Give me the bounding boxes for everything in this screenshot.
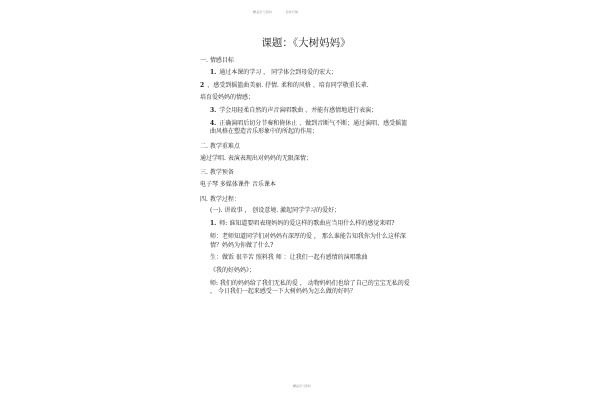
- section-heading-process: 四. 教学过程：: [200, 195, 240, 203]
- process-question-1: [200, 220, 412, 229]
- question-number: 1.: [210, 220, 217, 228]
- process-subheading: (一). 讲故事 ， 创设意境. 激起同学学习的爱好；: [210, 207, 341, 215]
- section-heading-goals: 一. 情感目标: [200, 57, 234, 65]
- student-line: 生：做饭 很辛苦 照料我 师 ：让我们一起有感情的演唱歌曲: [210, 254, 368, 262]
- goal-item-number: 2: [200, 81, 205, 89]
- header-left-label: 精品学习资料: [253, 10, 273, 14]
- section-heading-focus: 二. 教学重难点: [200, 143, 240, 151]
- page-footer: 精品学习资料: [293, 384, 312, 388]
- document-body: [200, 36, 412, 301]
- goal-item-text: 、感受到摇篮曲美丽. 抒情. 柔和的风格 、培育同学敬重长辈.: [207, 81, 369, 89]
- teacher-line-1: 师：老师知道同学们对妈妈有深厚的爱 ， 那么谁能告知我你为什么这样深情？妈妈为你做了什么?: [210, 232, 406, 249]
- goal-item-text: 学会用轻柔自然的声音演唱歌曲 、并能有感情地进行表演；: [219, 106, 378, 114]
- prep-text: 电子琴 多媒体课件 音乐课本: [200, 181, 276, 189]
- goal-item-text: 培育爱妈妈的情感；: [200, 94, 255, 102]
- teacher-line-2: 师: 我们的妈妈给了我们无私的爱 ， 动物妈妈们也给了自己的宝宝无私的爱 ， 今日我们一起来感受一下大树妈妈为怎么做的好吗？: [210, 279, 410, 296]
- goal-item-3: [200, 107, 412, 116]
- goal-item-number: 3.: [210, 106, 217, 114]
- goal-item-text: 通过本课的学习 ， 同学体会到母爱的宏大；: [219, 68, 338, 76]
- page-title: 课题：《大树妈妈》: [261, 37, 351, 49]
- goal-item-number: 1.: [210, 68, 217, 76]
- goal-item-2-cont: [200, 94, 412, 103]
- section-heading-prep: 三. 教学预备: [200, 169, 234, 177]
- question-text: 师: 谁知道要唱表现妈妈的爱这样的歌曲应当用什么样的感觉来唱?: [219, 220, 395, 228]
- goal-item-4: [200, 120, 412, 137]
- song-title-line: 《我的好妈妈》；: [210, 266, 256, 274]
- goal-item-text: 正确演唱后切分节奏和倚休止 、做到音断气不断；通过演唱、感受摇篮曲风格在塑造音乐形象中的所起的作用；: [210, 119, 408, 136]
- focus-text: 通过学唱. 表演表现出对妈妈的无限深情；: [200, 154, 312, 162]
- header-right-label: 名师归纳: [285, 10, 299, 14]
- goal-item-1: [200, 69, 412, 78]
- goal-item-number: 4.: [210, 119, 217, 127]
- page-header: [253, 10, 310, 14]
- goal-item-2: [200, 82, 412, 91]
